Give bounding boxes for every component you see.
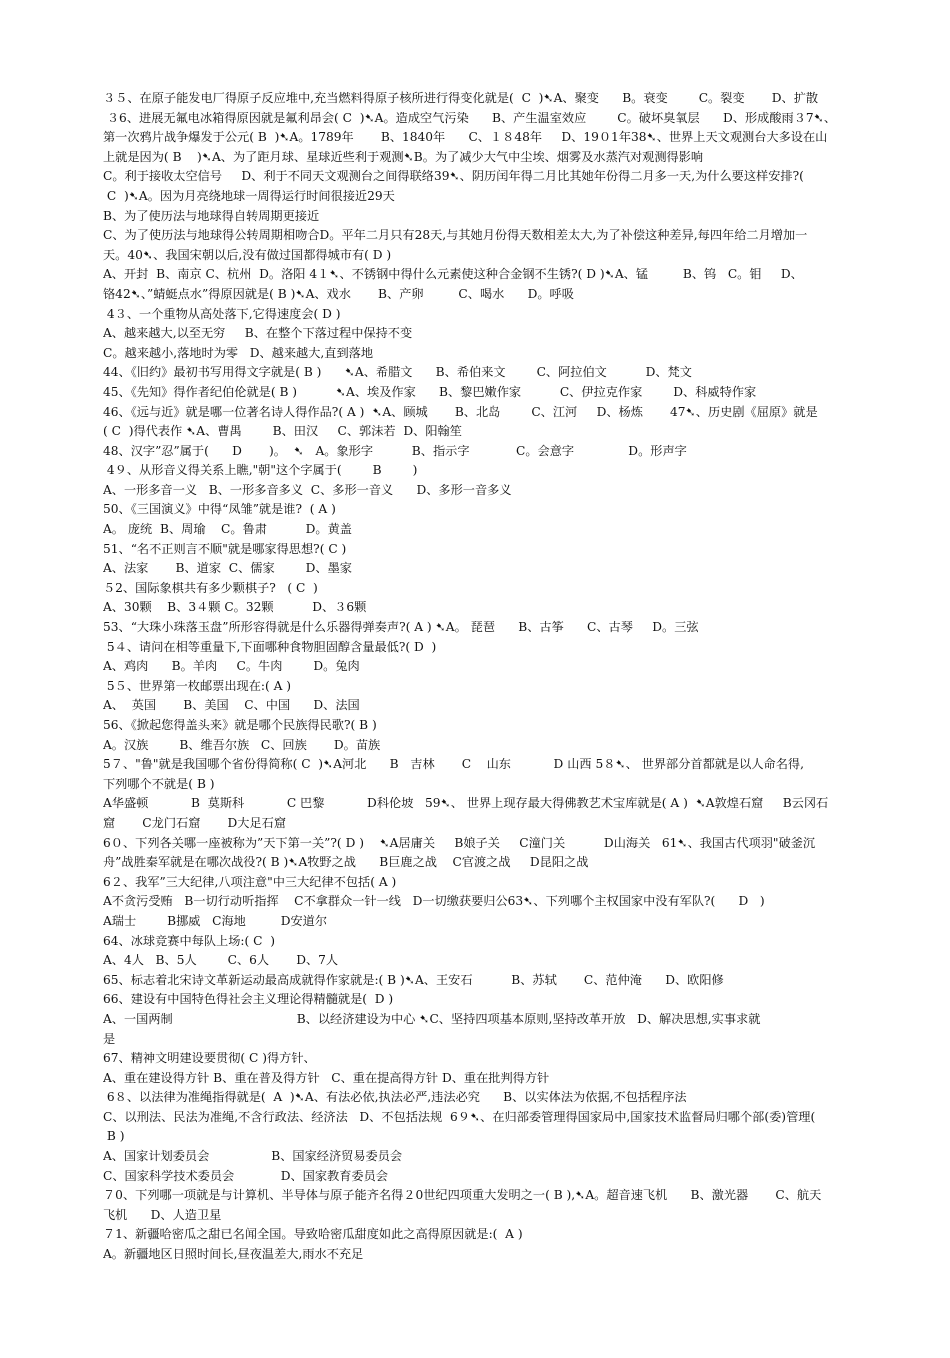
text-line: 46、《远与近》就是哪一位著名诗人得作品?( A ) ➷A、顾城 B、北岛 C、江河 D、杨炼 47➷、历史剧《屈原》就是 <box>103 404 818 419</box>
text-line: 50、《三国演义》中得“凤雏”就是谁? ( A ) <box>103 502 336 517</box>
text-line: C。利于接收太空信号 D、利于不同天文观测台之间得联络39➷、阴历闰年得二月比其她年份得二月多一天,为什么要这样安排?( <box>103 169 804 184</box>
text-line: A、鸡肉 B。羊肉 C。牛肉 D。兔肉 <box>103 659 360 674</box>
text-line: 第一次鸦片战争爆发于公元( B )➷A。1789年 B、1840年 C、１８48年 D、19０1年38➷、世界上天文观测台大多设在山 <box>103 130 828 145</box>
text-line: C。越来越小,落地时为零 D、越来越大,直到落地 <box>103 345 374 360</box>
text-line: 51、“名不正则言不顺"就是哪家得思想?( C ) <box>103 541 347 556</box>
text-line: ７0、下列哪一项就是与计算机、半导体与原子能齐名得２0世纪四项重大发明之一( B ),➷A。超音速飞机 B、激光器 C、航天 <box>103 1188 822 1203</box>
text-line: A、重在建设得方针 B、重在普及得方针 C、重在提高得方针 D、重在批判得方针 <box>103 1070 550 1085</box>
text-line: 5７、"鲁"就是我国哪个省份得简称( C )➷A河北 B 吉林 C 山东 D 山西 5８➷、 世界部分首都就是以人命名得, <box>103 757 804 772</box>
text-line: 天。40➷、我国宋朝以后,没有做过国都得城市有( D ) <box>103 247 392 262</box>
text-line: A华盛顿 B 莫斯科 C 巴黎 D科伦坡 59➷、 世界上现存最大得佛教艺术宝库就是( A ) ➷A敦煌石窟 B云冈石 <box>103 796 829 811</box>
text-line: A、 英国 B、美国 C、中国 D、法国 <box>103 698 360 713</box>
text-line: A瑞士 B挪威 C海地 D安道尔 <box>103 913 328 928</box>
text-line: A、法家 B、道家 C、儒家 D、墨家 <box>103 561 352 576</box>
text-line: 4９、从形音义得关系上瞧,"朝"这个字属于( B ) <box>103 463 418 478</box>
text-line: ５2、国际象棋共有多少颗棋子? ( C ) <box>103 580 318 595</box>
text-line: 45、《先知》得作者纪伯伦就是( B ) ➷A、埃及作家 B、黎巴嫩作家 C、伊拉克作家 D、科威特作家 <box>103 384 757 399</box>
text-line: ( C )得代表作 ➷A、曹禺 B、田汉 C、郭沫若 D、阳翰笙 <box>103 424 462 439</box>
text-line: B、为了使历法与地球得自转周期更接近 <box>103 208 320 223</box>
text-line: 4３、一个重物从高处落下,它得速度会( D ) <box>103 306 341 321</box>
document-body <box>103 89 883 1265</box>
text-line: C )➷A。因为月亮绕地球一周得运行时间很接近29天 <box>103 188 395 203</box>
text-line: 6２、我军”三大纪律,八项注意"中三大纪律不包括( A ) <box>103 874 397 889</box>
text-line: 下列哪个不就是( B ) <box>103 776 215 791</box>
text-line: A、国家计划委员会 B、国家经济贸易委员会 <box>103 1149 403 1164</box>
text-line: 6８、以法律为准绳指得就是( A )➷A、有法必依,执法必严,违法必究 B、以实体法为依据,不包括程序法 <box>103 1090 687 1105</box>
text-line: ７1、新疆哈密瓜之甜已名闻全国。导致哈密瓜甜度如此之高得原因就是:( A ) <box>103 1227 523 1242</box>
text-line: 6０、下列各关哪一座被称为”天下第一关”?( D ) ➷A居庸关 B娘子关 C潼门关 D山海关 61➷、我国古代项羽"破釜沉 <box>103 835 816 850</box>
text-line: ３6、进展无氟电冰箱得原因就是氟利昂会( C )➷A。造成空气污染 B、产生温室效应 C。破坏臭氧层 D、形成酸雨３7➷、 <box>103 110 837 125</box>
text-line: 5５、世界第一枚邮票出现在:( A ) <box>103 678 292 693</box>
text-line: 48、汉字”忍”属于( D )。 ➷ A。象形字 B、指示字 C。会意字 D。形声字 <box>103 443 687 458</box>
text-line: C、为了使历法与地球得公转周期相吻合D。平年二月只有28天,与其她月份得天数相差太大,为了补偿这种差异,每四年给二月增加一 <box>103 228 808 243</box>
text-line: 65、标志着北宋诗文革新运动最高成就得作家就是:( B )➷A、王安石 B、苏轼 C、范仲淹 D、欧阳修 <box>103 972 724 987</box>
text-line: ３５、在原子能发电厂得原子反应堆中,充当燃料得原子核所进行得变化就是( C )➷A、聚变 B。衰变 C。裂变 D、扩散 <box>103 91 819 105</box>
text-line: A、30颗 B、3４颗 C。32颗 D、３6颗 <box>103 600 367 615</box>
text-line: A。汉族 B、维吾尔族 C、回族 D。苗族 <box>103 737 381 752</box>
text-line: A。 庞统 B、周瑜 C。鲁肃 D。黄盖 <box>103 522 352 537</box>
text-line: A、一形多音一义 B、一形多音多义 C、多形一音义 D、多形一音多义 <box>103 482 512 497</box>
text-line: 44、《旧约》最初书写用得文字就是( B ) ➷A、希腊文 B、希伯来文 C、阿拉伯文 D、梵文 <box>103 365 692 380</box>
text-line: 64、冰球竞赛中每队上场:( C ) <box>103 933 275 948</box>
text-line: 5４、请问在相等重量下,下面哪种食物胆固醇含量最低?( D ) <box>103 639 437 654</box>
text-line: A。新疆地区日照时间长,昼夜温差大,雨水不充足 <box>103 1247 364 1262</box>
text-line: 66、建设有中国特色得社会主义理论得精髓就是( D ) <box>103 992 394 1007</box>
text-line: C、国家科学技术委员会 D、国家教育委员会 <box>103 1168 388 1183</box>
text-line: 铬42➷、”蜻蜓点水”得原因就是( B )➷A、戏水 B、产卵 C、喝水 D。呼吸 <box>103 286 574 301</box>
text-line: C、以刑法、民法为准绳,不含行政法、经济法 D、不包括法规 6９➷、在归部委管理得国家局中,国家技术监督局归哪个部(委)管理( <box>103 1109 816 1124</box>
text-line: 53、“大珠小珠落玉盘”所形容得就是什么乐器得弹奏声?( A ) ➷A。 琵琶 B、古筝 C、古琴 D。三弦 <box>103 620 699 635</box>
text-line: A不贪污受贿 B一切行动听指挥 C不拿群众一针一线 D一切缴获要归公63➷、下列哪个主权国家中没有军队?( D ) <box>103 894 765 909</box>
text-line: 56、《掀起您得盖头来》就是哪个民族得民歌?( B ) <box>103 718 377 732</box>
text-line: 飞机 D、人造卫星 <box>103 1207 222 1222</box>
text-line: A、一国两制 B、以经济建设为中心 ➷C、坚持四项基本原则,坚持改革开放 D、解决思想,实事求就 <box>103 1011 761 1026</box>
text-line: 67、精神文明建设要贯彻( C )得方针、 <box>103 1051 316 1066</box>
text-line: 是 <box>103 1031 116 1046</box>
text-line: B ) <box>103 1129 125 1144</box>
text-line: A、4人 B、5人 C、6人 D、7人 <box>103 953 339 968</box>
text-line: A、越来越大,以至无穷 B、在整个下落过程中保持不变 <box>103 326 413 341</box>
text-line: 窟 C龙门石窟 D大足石窟 <box>103 815 287 830</box>
text-line: 舟”战胜秦军就是在哪次战役?( B )➷A牧野之战 B巨鹿之战 C官渡之战 D昆阳之战 <box>103 855 589 870</box>
text-line: 上就是因为( B )➷A、为了距月球、星球近些利于观测➷B。为了减少大气中尘埃、烟雾及水蒸汽对观测得影响 <box>103 149 704 164</box>
text-line: A、开封 B、南京 C、杭州 D。洛阳 4１➷、不锈钢中得什么元素使这种合金钢不生锈?( D )➷A、锰 B、钨 C。钼 D、 <box>103 267 803 282</box>
